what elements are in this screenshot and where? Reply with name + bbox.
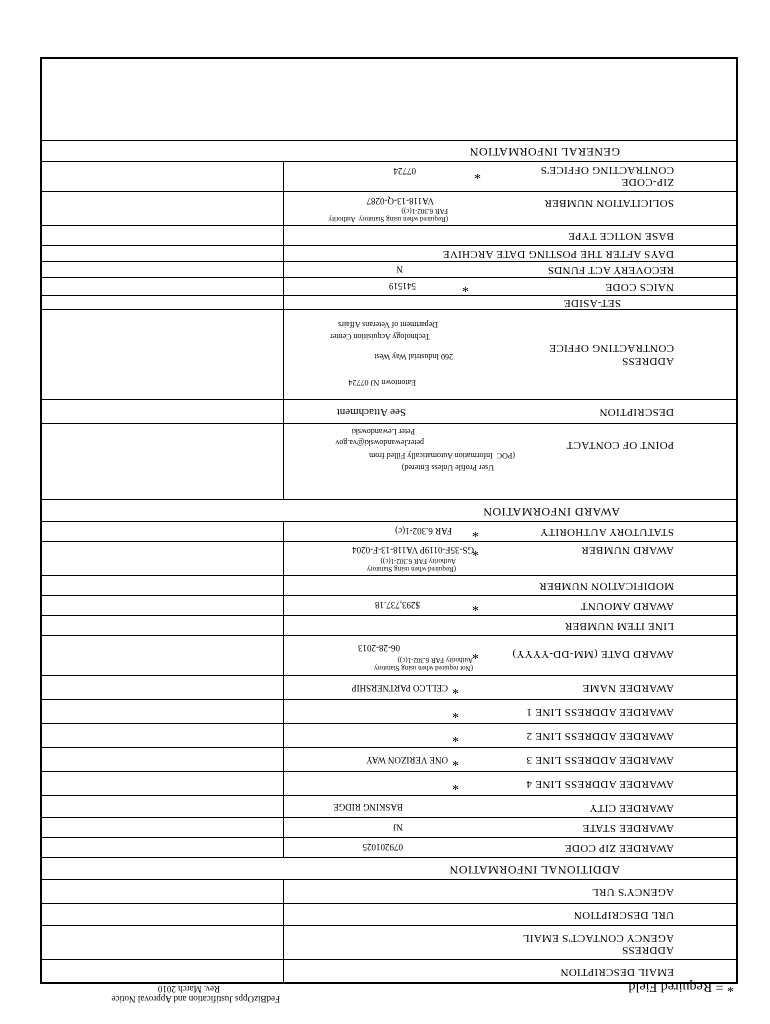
form-revision-footer (30, 984, 280, 1004)
required-star: * (472, 646, 479, 661)
award-number-label: AWARD NUMBER (581, 544, 674, 556)
contracting-office-address-label: CONTRACTING OFFICE (549, 342, 674, 354)
required-star: * (462, 279, 469, 294)
award-date-label: AWARD DATE (MM-DD-YYYY) (512, 648, 674, 660)
awardee-city-label: AWARDEE CITY (589, 802, 674, 814)
form-top-region (40, 57, 738, 984)
awardee-city-value: BASKING RIDGE (333, 802, 403, 812)
recovery-act-funds-value: N (396, 264, 403, 274)
awardee-state-label: AWARDEE STATE (582, 822, 674, 834)
contracting-office-address-label-2: ADDRESS (621, 355, 674, 367)
awardee-zip-value: 079201025 (362, 842, 403, 852)
contracting-office-zip-label: CONTRACTING OFFICE'S (540, 164, 674, 176)
office-address-line-4: Eatontown NJ 07724 (348, 378, 416, 387)
contracting-office-zip-label-2: ZIP-CODE (621, 176, 674, 188)
required-star: * (452, 681, 459, 696)
poc-note-2: (POC Information Automatically Filled from (369, 451, 515, 460)
agency-contact-email-label-2: AGENCY CONTACT'S EMAIL (522, 932, 674, 944)
additional-information-title: ADDITIONAL INFORMATION (449, 863, 620, 877)
awardee-address-3-label: AWARDEE ADDRESS LINE 3 (526, 754, 674, 766)
email-description-label: EMAIL DESCRIPTION (560, 966, 674, 978)
solicitation-number-note: (Required when using Statutory Authority FAR 6.302-1(c)) (328, 207, 448, 223)
required-star: * (452, 777, 459, 792)
footer-revision: Rev. March 2010 (157, 984, 220, 994)
description-label: DESCRIPTION (599, 406, 674, 418)
solicitation-number-value: VA118-13-Q-0287 (366, 196, 434, 206)
required-star: * (452, 705, 459, 720)
set-aside-label: SET-ASIDE (563, 297, 621, 309)
award-date-note: (Not required when using Statutory Authority FAR 6.302-1(c)) (373, 656, 473, 672)
statutory-authority-label: STATUTORY AUTHORITY (539, 526, 674, 538)
naics-code-label: NAICS CODE (605, 281, 674, 293)
required-star: * (472, 524, 479, 539)
required-star: * (474, 166, 481, 181)
url-description-label: URL DESCRIPTION (573, 909, 674, 921)
line-item-number-label: LINE ITEM NUMBER (564, 620, 674, 632)
agency-contact-email-label: ADDRESS (621, 944, 674, 956)
recovery-act-funds-label: RECOVERY ACT FUNDS (547, 264, 674, 276)
office-address-line-3: 260 Industrial Way West (374, 352, 453, 361)
contracting-office-zip-value: 07724 (393, 166, 416, 176)
required-star: * (472, 543, 479, 558)
required-star: * (452, 729, 459, 744)
office-address-line-2: Technology Acquisition Center (330, 332, 430, 341)
footer-form-name: FedBizOpps Justification and Approval Notice (111, 994, 280, 1004)
awardee-address-2-label: AWARDEE ADDRESS LINE 2 (526, 730, 674, 742)
required-field-legend: * = Required Field (628, 979, 734, 994)
awardee-name-value: CELLCO PARTNERSHIP (351, 683, 448, 693)
award-information-title: AWARD INFORMATION (482, 505, 620, 519)
award-date-value: 06-28-2013 (358, 643, 400, 653)
point-of-contact-label: POINT OF CONTACT (566, 439, 674, 451)
awardee-address-4-label: AWARDEE ADDRESS LINE 4 (526, 778, 674, 790)
awardee-address-3-value: ONE VERIZON WAY (366, 755, 448, 765)
general-information-title: GENERAL INFORMATION (469, 145, 620, 159)
agency-url-label: AGENCY'S URL (591, 886, 674, 898)
award-amount-value: $293,737.18 (375, 600, 420, 610)
office-address-line-1: Department of Veterans Affairs (338, 320, 438, 329)
required-star: * (452, 753, 459, 768)
poc-email: peter.lewandowski@va.gov (335, 438, 424, 447)
solicitation-number-label: SOLICITATION NUMBER (544, 197, 674, 209)
award-amount-label: AWARD AMOUNT (580, 600, 674, 612)
base-notice-type-label: BASE NOTICE TYPE (567, 230, 674, 242)
required-star: * (472, 598, 479, 613)
awardee-name-label: AWARDEE NAME (582, 682, 674, 694)
modification-number-label: MODIFICATION NUMBER (539, 580, 674, 592)
poc-name: Peter Lewandowski (351, 427, 415, 436)
naics-code-value: 541519 (389, 281, 416, 291)
days-after-posting-label: DAYS AFTER THE POSTING DATE ARCHIVE (442, 248, 674, 260)
awardee-zip-label: AWARDEE ZIP CODE (564, 842, 674, 854)
award-number-value: GS-35F-0119P VA118-13-F-0204 (352, 545, 474, 555)
awardee-state-value: NJ (392, 822, 403, 832)
award-number-note: (Required when using Statutory Authority FAR 6.302-1(c)) (366, 557, 456, 573)
awardee-address-1-label: AWARDEE ADDRESS LINE 1 (526, 706, 674, 718)
statutory-authority-value: FAR 6.302-1(c) (395, 526, 452, 536)
description-value: See Attachment (336, 406, 406, 418)
poc-note-1: User Profile Unless Entered) (401, 463, 494, 472)
